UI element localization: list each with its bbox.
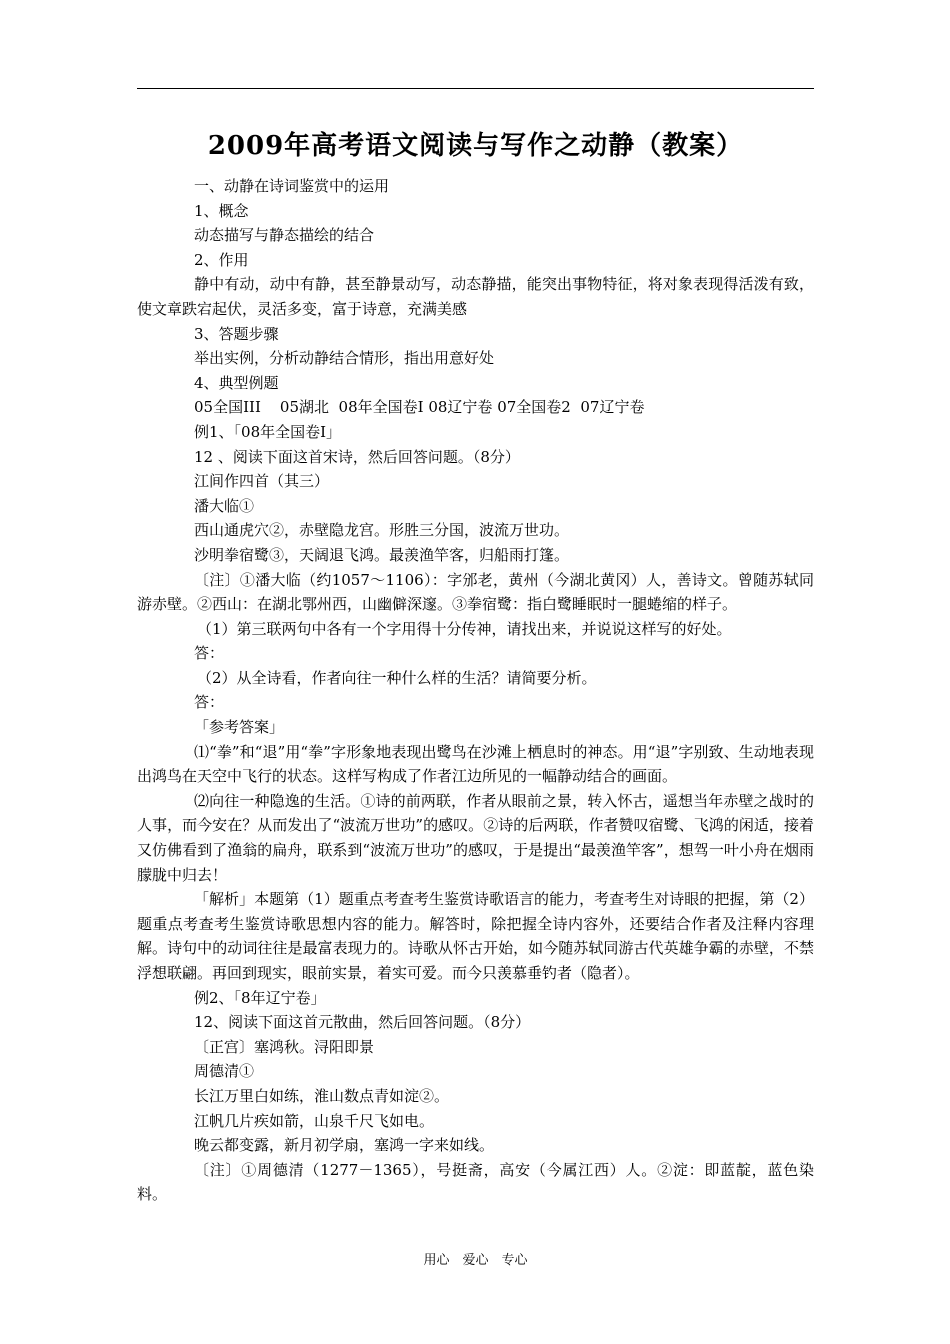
poem-note: 〔注〕①潘大临（约1057～1106）：字邠老，黄州（今湖北黄冈）人，善诗文。曾随苏轼同游赤壁。②西山：在湖北鄂州西，山幽僻深邃。③拳宿鹭：指白鹭睡眠时一腿蜷缩的样子。 (137, 570, 814, 614)
poem-author: 潘大临① (194, 496, 255, 515)
example-heading: 例2、「8年辽宁卷」 (194, 988, 326, 1007)
analysis-paragraph: 「解析」本题第（1）题重点考查考生鉴赏诗歌语言的能力，考查考生对诗眼的把握，第（2）题重点考查考生鉴赏诗歌思想内容的能力。解答时，除把握全诗内容外，还要结合作者及注释内容理解。诗句中的动词往往是最富表现力的。诗歌从怀古开始，如今随苏轼同游古代英雄争霸的赤壁，不禁浮想联翩。再回到现实，眼前实景，着实可爱。而今只羡慕垂钓者（隐者）。 (137, 890, 814, 982)
poem-note: 〔注〕①周德清（1277－1365），号挺斋，高安（今属江西）人。②淀：即蓝靛，蓝色染料。 (137, 1160, 814, 1204)
answer-label: 答： (194, 644, 225, 663)
poem-line: 西山通虎穴②，赤壁隐龙宫。形胜三分国，波流万世功。 (194, 521, 570, 540)
document-title: 2009年高考语文阅读与写作之动静（教案） (207, 131, 744, 161)
poem-line: 沙明拳宿鹭③，天阔退飞鸿。最羡渔竿客，归船雨打篷。 (194, 545, 570, 564)
reference-answer-heading: 「参考答案」 (194, 718, 285, 737)
section-heading: 一、动静在诗词鉴赏中的运用 (194, 177, 390, 195)
answer-paragraph: ⑵向往一种隐逸的生活。①诗的前两联，作者从眼前之景，转入怀古，遥想当年赤壁之战时的人事，而今安在？从而发出了“波流万世功”的感叹。②诗的后两联，作者赞叹宿鹭、飞鸿的闲适，接着又仿佛看到了渔翁的扁舟，联系到“波流万世功”的感叹，于是提出“最羡渔竿客”，想驾一叶小舟在烟雨朦胧中归去！ (137, 791, 814, 884)
page-footer: 用心 爱心 专心 (423, 1253, 528, 1268)
subheading-examples: 4、典型例题 (194, 373, 279, 392)
example-heading: 例1、「08年全国卷Ⅰ」 (194, 422, 342, 441)
answer-label: 答： (194, 693, 225, 712)
poem-line: 晚云都变露，新月初学扇，塞鸿一字来如线。 (194, 1136, 495, 1155)
header-rule (137, 88, 814, 89)
paragraph: 动态描写与静态描绘的结合 (194, 226, 375, 245)
document-body (137, 174, 814, 1207)
paragraph: 举出实例，分析动静结合情形，指出用意好处 (194, 349, 495, 368)
poem-line: 江帆几片疾如箭，山泉千尺飞如电。 (194, 1111, 435, 1130)
poem-title: 〔正宫〕塞鸿秋。浔阳即景 (194, 1037, 375, 1056)
poem-title: 江间作四首（其三） (194, 472, 330, 491)
poem-line: 长江万里白如练，淮山数点青如淀②。 (194, 1086, 450, 1105)
question-item: （2）从全诗看，作者向往一种什么样的生活？请简要分析。 (197, 668, 597, 687)
question-prompt: 12 、阅读下面这首宋诗，然后回答问题。（8分） (194, 447, 520, 466)
answer-paragraph: ⑴“拳”和“退”用“拳”字形象地表现出鹭鸟在沙滩上栖息时的神态。用“退”字别致、生动地表现出鸿鸟在天空中飞行的状态。这样写构成了作者江边所见的一幅静动结合的画面。 (137, 742, 814, 786)
subheading-steps: 3、答题步骤 (194, 324, 279, 343)
subheading-concept: 1、概念 (194, 201, 249, 220)
question-prompt: 12、阅读下面这首元散曲，然后回答问题。（8分） (194, 1013, 531, 1032)
poem-author: 周德清① (194, 1062, 255, 1081)
paragraph: 静中有动，动中有静，甚至静景动写，动态静描，能突出事物特征，将对象表现得活泼有致，使文章跌宕起伏，灵活多变，富于诗意，充满美感 (137, 275, 814, 318)
subheading-function: 2、作用 (194, 250, 249, 269)
paragraph: 05全国III 05湖北 08年全国卷Ⅰ 08辽宁卷 07全国卷2 07辽宁卷 (194, 398, 645, 417)
question-item: （1）第三联两句中各有一个字用得十分传神，请找出来，并说说这样写的好处。 (197, 619, 732, 638)
